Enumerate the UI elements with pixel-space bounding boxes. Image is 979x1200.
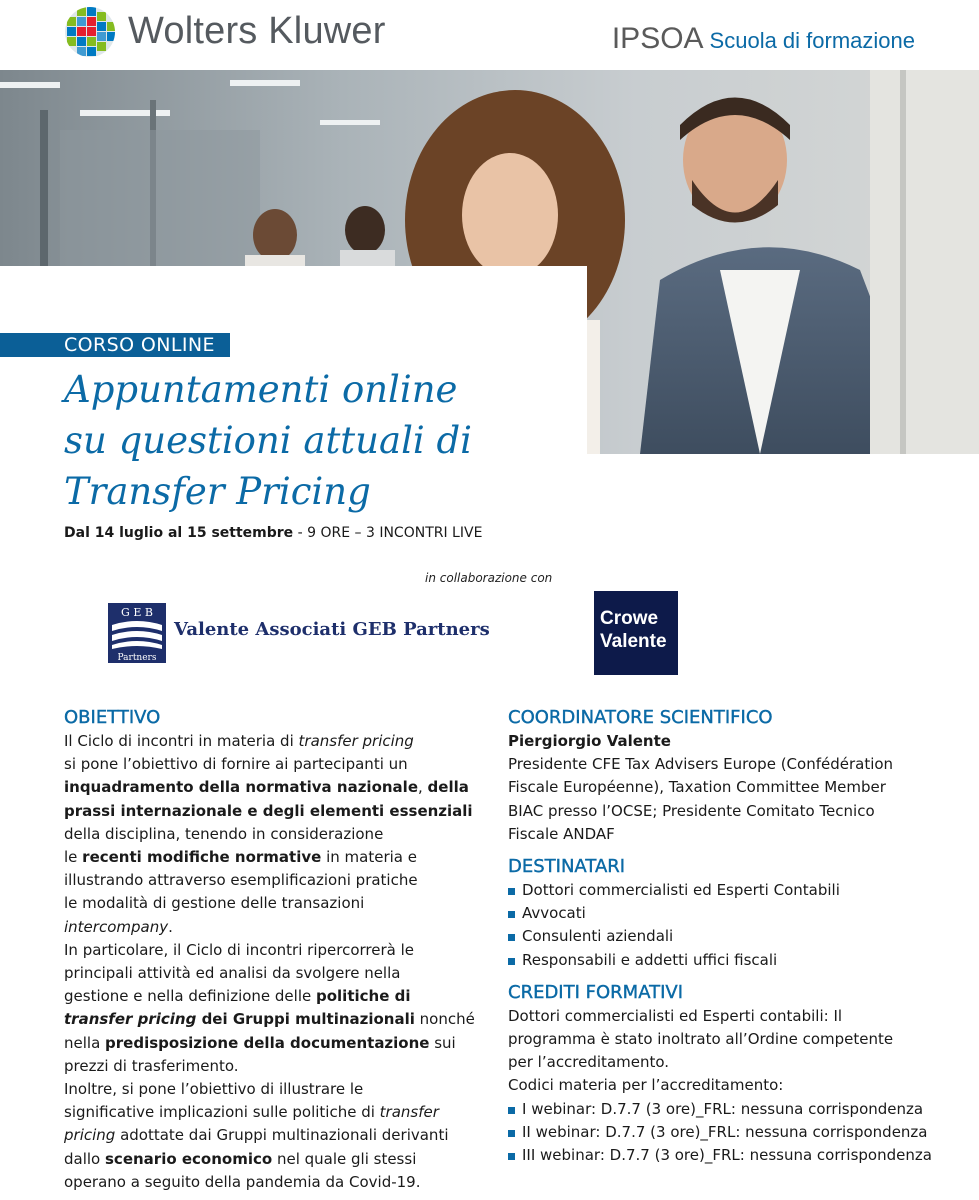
course-title-line-3: Transfer Pricing bbox=[64, 470, 371, 513]
list-item: Avvocati bbox=[508, 902, 928, 925]
course-title-line-2: su questioni attuali di bbox=[64, 419, 473, 462]
obiettivo-paragraph-1: Il Ciclo di incontri in materia di transfer pricing si pone l’obiettivo di fornire ai partecipanti un inquadramento della normativa nazionale, della prassi internazionale e degli elementi essenziali della disciplina, tenendo in considerazione le recenti modifiche normative in materia e illustrando attraverso esemplificazioni pratiche le modalità di gestione delle transazioni intercompany. bbox=[64, 732, 473, 936]
crowe-logo-line-1: Crowe bbox=[600, 608, 659, 629]
list-item: Consulenti aziendali bbox=[508, 925, 928, 948]
destinatari-heading: DESTINATARI bbox=[508, 856, 626, 878]
page-header bbox=[0, 0, 979, 70]
destinatari-list bbox=[508, 879, 928, 972]
geb-partners-logo bbox=[108, 603, 166, 663]
course-title-line-1: Appuntamenti online bbox=[64, 368, 458, 411]
ipsoa-brand bbox=[612, 22, 915, 56]
obiettivo-paragraph-3: Inoltre, si pone l’obiettivo di illustrare le significative implicazioni sulle politiche di transfer pricing adottate dai Gruppi multinazionali derivanti dallo scenario economico nel quale gli stessi operano a seguito della pandemia da Covid-19. bbox=[64, 1080, 449, 1191]
coordinatore-name: Piergiorgio Valente bbox=[508, 732, 671, 750]
obiettivo-heading: OBIETTIVO bbox=[64, 707, 161, 728]
geb-partners-logo-icon bbox=[108, 603, 166, 663]
crowe-valente-logo bbox=[594, 591, 678, 675]
list-item: Responsabili e addetti uffici fiscali bbox=[508, 949, 928, 972]
course-dates bbox=[64, 525, 482, 541]
crediti-heading: CREDITI FORMATIVI bbox=[508, 981, 684, 1003]
geb-logo-letters: G E B bbox=[121, 606, 153, 619]
ipsoa-name: IPSOA bbox=[611, 22, 704, 55]
list-item: III webinar: D.7.7 (3 ore)_FRL: nessuna corrispondenza bbox=[508, 1144, 928, 1167]
obiettivo-paragraph-2: In particolare, il Ciclo di incontri ripercorrerà le principali attività ed analisi da svolgere nella gestione e nella definizione delle politiche di transfer pricing dei Gruppi multinazionali nonché nella predisposizione della documentazione sui prezzi di trasferimento. bbox=[64, 940, 475, 1075]
list-item: II webinar: D.7.7 (3 ore)_FRL: nessuna corrispondenza bbox=[508, 1121, 928, 1144]
crediti-list bbox=[508, 1098, 932, 1168]
geb-logo-partners: Partners bbox=[117, 653, 157, 663]
coordinatore-body: Piergiorgio Valente Presidente CFE Tax Advisers Europe (Confédération Fiscale Européenne), Taxation Committee Member BIAC presso l’OCSE; Presidente Comitato Tecnico Fiscale ANDAF bbox=[508, 732, 894, 843]
geb-partners-name: Valente Associati GEB Partners bbox=[174, 619, 490, 640]
obiettivo-section bbox=[64, 706, 484, 1194]
course-dates-range: Dal 14 luglio al 15 settembre bbox=[64, 525, 294, 541]
scuola-name: Scuola di formazione bbox=[709, 28, 915, 53]
crediti-body: Dottori commercialisti ed Esperti contabili: Il programma è stato inoltrato all’Ordine competente per l’accreditamento. Codici materia per l’accreditamento: bbox=[508, 1006, 894, 1095]
course-title bbox=[64, 364, 584, 517]
collaboration-label: in collaborazione con bbox=[425, 571, 553, 585]
coordinatore-heading: COORDINATORE SCIENTIFICO bbox=[508, 707, 773, 728]
crowe-logo-line-2: Valente bbox=[600, 631, 667, 652]
wolters-kluwer-logo-icon bbox=[64, 6, 116, 58]
course-type-label: CORSO ONLINE bbox=[64, 334, 215, 356]
course-dates-details: - 9 ORE – 3 INCONTRI LIVE bbox=[293, 525, 483, 541]
info-column bbox=[508, 706, 932, 1167]
list-item: Dottori commercialisti ed Esperti Contabili bbox=[508, 879, 928, 902]
list-item: I webinar: D.7.7 (3 ore)_FRL: nessuna corrispondenza bbox=[508, 1098, 928, 1121]
brand-name: Wolters Kluwer bbox=[128, 10, 386, 52]
